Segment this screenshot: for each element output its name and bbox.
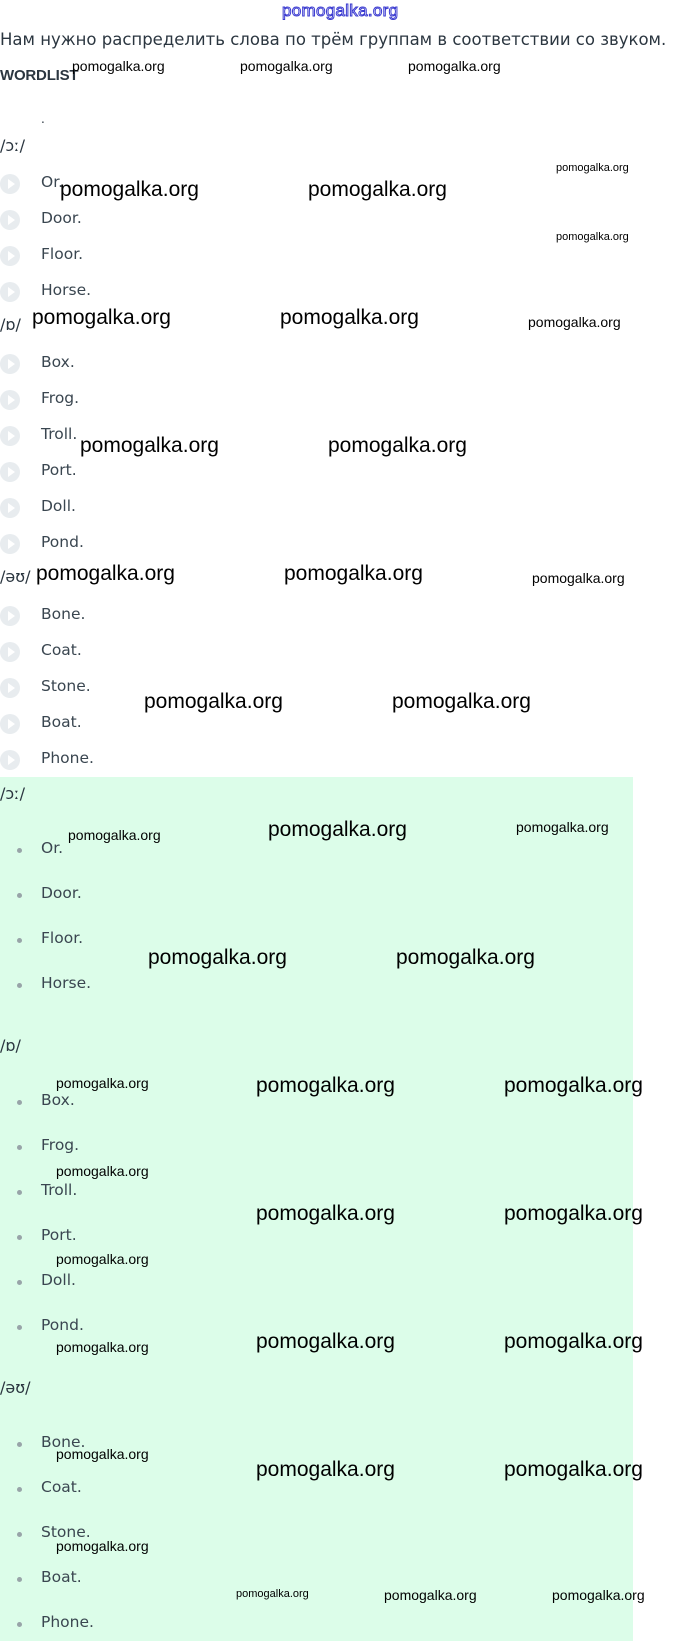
play-icon[interactable] [0,210,20,230]
word: Boat. [41,713,82,731]
word: Bone. [41,1433,86,1451]
word: Door. [41,884,82,902]
bullet-icon [17,1442,22,1447]
word: Coat. [41,1478,82,1496]
word: Box. [41,353,75,371]
bullet-icon [17,1577,22,1582]
audio-row [0,278,400,308]
bullet-icon [17,1622,22,1627]
watermark: pomogalka.org [256,1330,395,1353]
watermark: pomogalka.org [516,819,609,835]
audio-row [0,530,400,560]
audio-row [0,494,400,524]
play-icon[interactable] [0,246,20,266]
play-icon[interactable] [0,462,20,482]
list-item [0,1566,400,1592]
bullet-icon [17,893,22,898]
audio-row [0,170,400,200]
watermark: pomogalka.org [56,1446,149,1462]
word: Pond. [41,533,84,551]
wordlist-title: WORDLIST [0,67,79,84]
watermark: pomogalka.org [68,827,161,843]
watermark: pomogalka.org [504,1330,643,1353]
word: Doll. [41,497,76,515]
word: Bone. [41,605,86,623]
sound-heading-3: /əʊ/ [0,567,31,586]
bullet-icon [17,848,22,853]
audio-row [0,710,400,740]
word: Floor. [41,245,84,263]
watermark: pomogalka.org [504,1074,643,1097]
audio-row [0,674,400,704]
bullet-icon [17,1100,22,1105]
audio-row [0,422,400,452]
word: Coat. [41,641,82,659]
watermark: pomogalka.org [56,1538,149,1554]
bullet-icon [17,983,22,988]
watermark: pomogalka.org [408,58,501,74]
list-item [0,927,400,953]
audio-row [0,602,400,632]
list-item [0,1134,400,1160]
play-icon[interactable] [0,498,20,518]
play-icon[interactable] [0,714,20,734]
word: Frog. [41,389,80,407]
watermark: pomogalka.org [236,1588,309,1600]
list-item [0,972,400,998]
watermark: pomogalka.org [528,314,621,330]
watermark: pomogalka.org [144,690,283,713]
watermark: pomogalka.org [240,58,333,74]
watermark: pomogalka.org [36,562,175,585]
list-item [0,837,400,863]
word: Horse. [41,281,92,299]
watermark: pomogalka.org [72,58,165,74]
word: Phone. [41,749,94,767]
list-item [0,882,400,908]
bullet-icon [17,1145,22,1150]
watermark: pomogalka.org [392,690,531,713]
word: Port. [41,461,77,479]
bullet-icon [17,1325,22,1330]
watermark: pomogalka.org [556,162,629,174]
list-item [0,1314,400,1340]
watermark: pomogalka.org [256,1458,395,1481]
word: Stone. [41,1523,91,1541]
list-item [0,1089,400,1115]
watermark: pomogalka.org [280,306,419,329]
watermark: pomogalka.org [32,306,171,329]
watermark: pomogalka.org [504,1458,643,1481]
bullet-icon [17,938,22,943]
sound-heading-1: /ɔː/ [0,136,25,155]
answer-heading-2: /ɒ/ [0,1036,21,1055]
watermark: pomogalka.org [268,818,407,841]
watermark: pomogalka.org [80,434,219,457]
audio-row [0,458,400,488]
list-item [0,1269,400,1295]
play-icon[interactable] [0,678,20,698]
play-icon[interactable] [0,642,20,662]
audio-row [0,242,400,272]
watermark: pomogalka.org [532,570,625,586]
word: Boat. [41,1568,82,1586]
word: Phone. [41,1613,94,1631]
audio-row [0,206,400,236]
audio-row [0,638,400,668]
bullet-icon [17,1487,22,1492]
bullet-icon [17,1280,22,1285]
word: Troll. [41,1181,78,1199]
watermark: pomogalka.org [396,946,535,969]
watermark: pomogalka.org [56,1163,149,1179]
word: Pond. [41,1316,84,1334]
word: Frog. [41,1136,80,1154]
word: Port. [41,1226,77,1244]
word: Stone. [41,677,91,695]
bullet-icon [17,1235,22,1240]
word: Or. [41,173,64,191]
word: Floor. [41,929,84,947]
word: Door. [41,209,82,227]
bullet-icon [17,1532,22,1537]
word: Horse. [41,974,92,992]
watermark: pomogalka.org [256,1202,395,1225]
list-item [0,1224,400,1250]
watermark: pomogalka.org [504,1202,643,1225]
watermark: pomogalka.org [328,434,467,457]
word: Doll. [41,1271,76,1289]
word: Troll. [41,425,78,443]
play-icon[interactable] [0,282,20,302]
watermark: pomogalka.org [56,1339,149,1355]
sound-heading-2: /ɒ/ [0,315,21,334]
list-item [0,1521,400,1547]
list-item [0,1476,400,1502]
play-icon[interactable] [0,390,20,410]
watermark: pomogalka.org [56,1251,149,1267]
audio-row [0,350,400,380]
audio-row [0,386,400,416]
bullet-icon [17,1190,22,1195]
watermark: pomogalka.org [56,1075,149,1091]
intro-text: Нам нужно распределить слова по трём группам в соответствии со звуком. [0,30,667,49]
word: Or. [41,839,64,857]
play-icon[interactable] [0,606,20,626]
audio-row [0,746,400,776]
stray-mark: . [41,112,45,126]
watermark: pomogalka.org [552,1587,645,1603]
watermark: pomogalka.org [148,946,287,969]
watermark: pomogalka.org [384,1587,477,1603]
site-watermark-top: pomogalka.org [282,1,399,20]
list-item [0,1179,400,1205]
watermark: pomogalka.org [308,178,447,201]
watermark: pomogalka.org [256,1074,395,1097]
word: Box. [41,1091,75,1109]
watermark: pomogalka.org [60,178,199,201]
play-icon[interactable] [0,174,20,194]
play-icon[interactable] [0,426,20,446]
watermark: pomogalka.org [556,231,629,243]
watermark: pomogalka.org [284,562,423,585]
answer-heading-3: /əʊ/ [0,1378,31,1397]
play-icon[interactable] [0,750,20,770]
play-icon[interactable] [0,354,20,374]
play-icon[interactable] [0,534,20,554]
list-item [0,1611,400,1637]
list-item [0,1431,400,1457]
answer-heading-1: /ɔː/ [0,784,25,803]
